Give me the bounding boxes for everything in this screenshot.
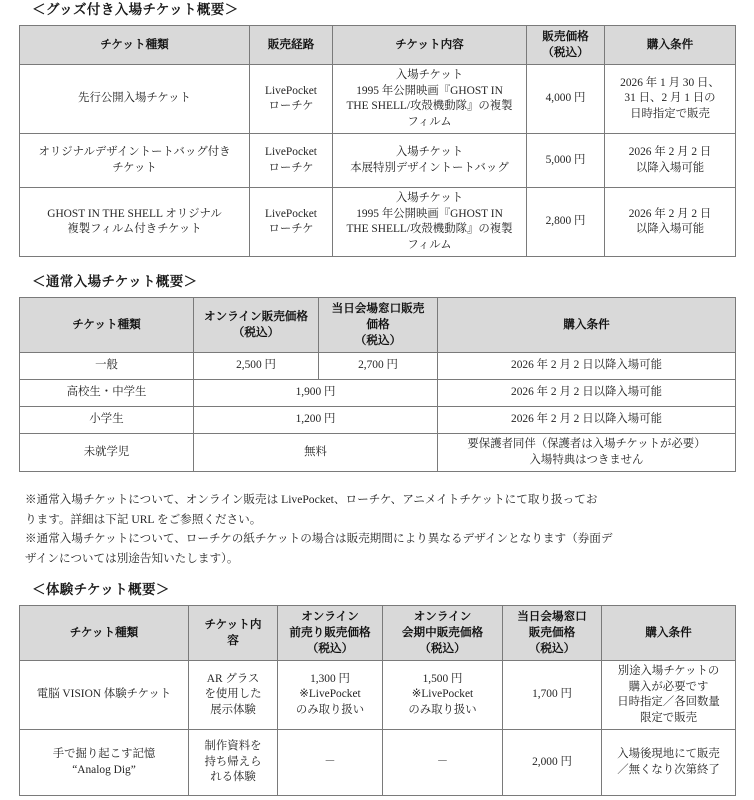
- venue-price-line2: 価格: [366, 318, 390, 331]
- cell-ticket-content: [189, 730, 278, 796]
- condition-line-2: 31 日、2 月 1 日の: [624, 92, 716, 105]
- col-header-online-advance-price: [278, 606, 383, 661]
- during-header-line2: 会期中販売価格: [401, 626, 484, 639]
- cell-merged-price: 無料: [194, 434, 438, 472]
- during-line-2: ※LivePocket: [411, 688, 474, 701]
- type-line-2: “Analog Dig”: [72, 763, 136, 776]
- col-header-online-during-price: [383, 606, 503, 661]
- cell-ticket-content: [333, 65, 527, 134]
- condition-line-1: 要保護者同伴（保護者は入場チケットが必要）: [467, 438, 706, 450]
- table-header-row: [20, 26, 736, 65]
- col-header-purchase-condition: 購入条件: [438, 298, 736, 353]
- cell-purchase-condition: [605, 188, 736, 257]
- content-line-2: 1995 年公開映画『GHOST IN: [356, 207, 503, 220]
- condition-line-1: 入場後現地にて販売: [617, 748, 720, 760]
- cell-online-during-price: －: [383, 730, 503, 796]
- col-header-price-line2: （税込）: [542, 46, 589, 59]
- cell-ticket-type: 電脳 VISION 体験チケット: [20, 661, 189, 730]
- channel-line-1: LivePocket: [265, 84, 317, 97]
- table-row: [20, 65, 736, 134]
- content-line-1: 制作資料を: [204, 740, 262, 753]
- table-header-row: [20, 606, 736, 661]
- table-row: [20, 380, 736, 407]
- online-price-line1: オンライン販売価格: [204, 310, 308, 323]
- cell-ticket-content: [333, 134, 527, 188]
- table-row: [20, 730, 736, 796]
- col-header-price-line1: 販売価格: [542, 30, 589, 43]
- content-line-1: 入場チケット: [395, 146, 464, 158]
- col-header-price: [527, 26, 605, 65]
- cell-ticket-type: 高校生・中学生: [20, 380, 194, 407]
- condition-line-3: 日時指定で販売: [630, 107, 710, 120]
- cell-price: 4,000 円: [527, 65, 605, 134]
- content-line-1: 入場チケット: [395, 192, 464, 204]
- condition-line-1: 2026 年 2 月 2 日: [628, 207, 712, 220]
- cell-ticket-type: 一般: [20, 353, 194, 380]
- advance-header-line1: オンライン: [301, 610, 359, 623]
- cell-ticket-type: [20, 134, 250, 188]
- cell-venue-price: 1,700 円: [503, 661, 602, 730]
- spacer: [19, 472, 735, 490]
- note-2-line-1: ※通常入場チケットについて、ローチケの紙チケットの場合は販売期間により異なるデザインとなります（券面デ: [25, 532, 613, 545]
- content-line-3: れる体験: [210, 771, 256, 784]
- advance-line-1: 1,300 円: [310, 672, 350, 685]
- condition-line-3: 日時指定／各回数量: [617, 696, 720, 708]
- col-header-ticket-type: チケット種類: [20, 606, 189, 661]
- advance-header-line3: （税込）: [306, 642, 354, 655]
- cell-purchase-condition: [605, 134, 736, 188]
- type-line-1: 手で掘り起こす記憶: [52, 748, 156, 760]
- normal-ticket-table: [19, 297, 736, 472]
- spacer: [19, 257, 735, 272]
- table-header-row: [20, 298, 736, 353]
- cell-purchase-condition: 2026 年 2 月 2 日以降入場可能: [438, 353, 736, 380]
- cell-venue-price: 2,700 円: [319, 353, 438, 380]
- cell-ticket-type: 小学生: [20, 407, 194, 434]
- goods-ticket-table: [19, 25, 736, 257]
- cell-purchase-condition: 2026 年 2 月 2 日以降入場可能: [438, 380, 736, 407]
- cell-purchase-condition: [438, 434, 736, 472]
- col-header-sales-channel: 販売経路: [250, 26, 333, 65]
- condition-line-1: 別途入場チケットの: [617, 665, 720, 677]
- table-row: [20, 134, 736, 188]
- condition-line-4: 限定で販売: [640, 711, 697, 724]
- during-header-line1: オンライン: [413, 610, 472, 623]
- note-2-line-2: ザインについては別途告知いたします）。: [25, 551, 239, 565]
- content-line-3: THE SHELL/攻殻機動隊』の複製: [346, 100, 513, 112]
- cell-online-price: 2,500 円: [194, 353, 319, 380]
- col-header-ticket-content: [189, 606, 278, 661]
- section-heading-goods-ticket: ＜グッズ付き入場チケット概要＞: [32, 2, 239, 17]
- content-line-4: フィルム: [407, 238, 452, 251]
- section-heading-normal-ticket: ＜通常入場チケット概要＞: [32, 274, 198, 289]
- channel-line-1: LivePocket: [265, 207, 317, 220]
- type-line-1: GHOST IN THE SHELL オリジナル: [47, 207, 222, 220]
- content-header-line1: チケット内: [204, 618, 262, 631]
- cell-sales-channel: [250, 188, 333, 257]
- condition-line-1: 2026 年 2 月 2 日: [628, 146, 712, 158]
- content-line-3: THE SHELL/攻殻機動隊』の複製: [346, 223, 513, 235]
- experience-ticket-table: [19, 605, 736, 796]
- section-heading-experience-ticket: ＜体験チケット概要＞: [32, 582, 170, 597]
- cell-ticket-type: [20, 730, 189, 796]
- cell-sales-channel: [250, 134, 333, 188]
- venue-header-line3: （税込）: [528, 642, 576, 655]
- note-1-line-2: ります。詳細は下記 URL をご参照ください。: [25, 512, 262, 526]
- cell-ticket-type: 未就学児: [20, 434, 194, 472]
- note-1-line-1: ※通常入場チケットについて、オンライン販売は LivePocket、ローチケ、アニメイトチケットにて取り扱ってお: [25, 493, 598, 506]
- content-line-1: AR グラス: [206, 672, 260, 685]
- notes-block: [19, 490, 735, 568]
- content-line-3: 展示体験: [210, 703, 256, 716]
- table-row: [20, 353, 736, 380]
- table-row: [20, 661, 736, 730]
- col-header-purchase-condition: 購入条件: [605, 26, 736, 65]
- col-header-venue-price: [319, 298, 438, 353]
- venue-price-line1: 当日会場窓口販売: [331, 302, 425, 315]
- condition-line-2: 以降入場可能: [635, 223, 705, 235]
- channel-line-1: LivePocket: [265, 146, 317, 158]
- venue-header-line2: 販売価格: [528, 626, 576, 639]
- content-line-2: 持ち帰えら: [204, 755, 262, 768]
- col-header-ticket-content: チケット内容: [333, 26, 527, 65]
- cell-ticket-type: 先行公開入場チケット: [20, 65, 250, 134]
- condition-line-2: 入場特典はつきません: [529, 453, 644, 466]
- content-line-4: フィルム: [407, 115, 452, 128]
- cell-purchase-condition: [605, 65, 736, 134]
- cell-price: 2,800 円: [527, 188, 605, 257]
- cell-ticket-content: [333, 188, 527, 257]
- cell-sales-channel: [250, 65, 333, 134]
- content-line-2: 本展特別デザイントートバッグ: [350, 161, 509, 174]
- channel-line-2: ローチケ: [268, 223, 314, 235]
- content-line-1: 入場チケット: [395, 69, 464, 81]
- content-line-2: を使用した: [204, 688, 262, 701]
- cell-online-during-price: [383, 661, 503, 730]
- condition-line-2: 購入が必要です: [628, 680, 709, 693]
- channel-line-2: ローチケ: [268, 161, 314, 174]
- channel-line-2: ローチケ: [268, 100, 314, 112]
- col-header-ticket-type: チケット種類: [20, 298, 194, 353]
- cell-ticket-content: [189, 661, 278, 730]
- table-row: [20, 188, 736, 257]
- cell-merged-price: 1,200 円: [194, 407, 438, 434]
- during-line-3: のみ取り扱い: [408, 703, 477, 716]
- col-header-venue-price: [503, 606, 602, 661]
- cell-merged-price: 1,900 円: [194, 380, 438, 407]
- cell-online-advance-price: [278, 661, 383, 730]
- advance-line-2: ※LivePocket: [299, 688, 361, 701]
- type-line-2: チケット: [112, 161, 157, 174]
- cell-purchase-condition: [602, 730, 736, 796]
- table-row: [20, 434, 736, 472]
- during-line-1: 1,500 円: [422, 672, 463, 685]
- condition-line-1: 2026 年 1 月 30 日、: [620, 76, 720, 89]
- cell-online-advance-price: －: [278, 730, 383, 796]
- cell-purchase-condition: 2026 年 2 月 2 日以降入場可能: [438, 407, 736, 434]
- type-line-2: 複製フィルム付きチケット: [67, 223, 202, 235]
- cell-ticket-type: [20, 188, 250, 257]
- condition-line-2: 以降入場可能: [635, 161, 705, 174]
- type-line-1: オリジナルデザイントートバッグ付き: [38, 146, 231, 158]
- during-header-line3: （税込）: [419, 642, 466, 655]
- table-row: [20, 407, 736, 434]
- cell-purchase-condition: [602, 661, 736, 730]
- col-header-purchase-condition: 購入条件: [602, 606, 736, 661]
- venue-header-line1: 当日会場窓口: [517, 610, 587, 623]
- cell-price: 5,000 円: [527, 134, 605, 188]
- content-header-line2: 容: [227, 634, 239, 647]
- condition-line-2: ／無くなり次第終了: [617, 763, 720, 776]
- cell-venue-price: 2,000 円: [503, 730, 602, 796]
- spacer: [19, 568, 735, 580]
- advance-header-line2: 前売り販売価格: [289, 626, 371, 639]
- col-header-ticket-type: チケット種類: [20, 26, 250, 65]
- col-header-online-price: [194, 298, 319, 353]
- advance-line-3: のみ取り扱い: [295, 703, 365, 716]
- online-price-line2: （税込）: [232, 326, 280, 339]
- content-line-2: 1995 年公開映画『GHOST IN: [356, 84, 503, 97]
- venue-price-line3: （税込）: [354, 334, 402, 347]
